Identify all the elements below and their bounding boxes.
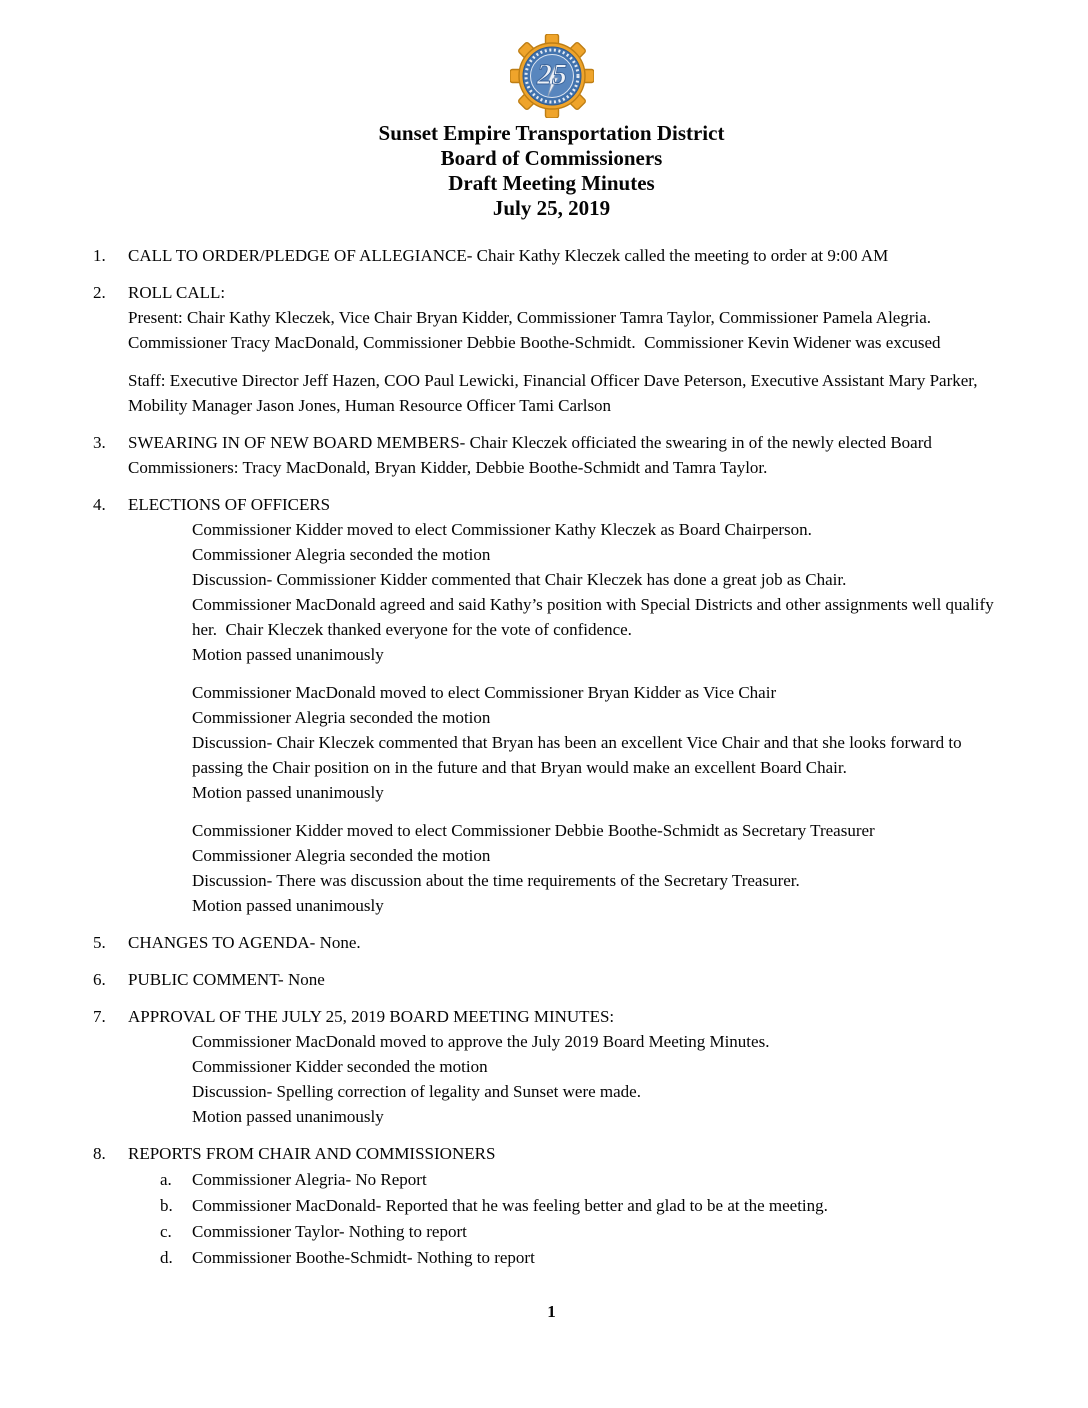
paragraph: Motion passed unanimously xyxy=(192,783,384,802)
item-title-text: REPORTS FROM CHAIR AND COMMISSIONERS xyxy=(128,1144,496,1163)
subitem-text: Commissioner MacDonald- Reported that he was feeling better and glad to be at the meeting. xyxy=(192,1196,828,1215)
paragraph: Commissioner Kidder moved to elect Commissioner Debbie Boothe-Schmidt as Secretary Treasurer xyxy=(192,821,875,840)
item-number: 5. xyxy=(93,933,106,952)
item-number: 4. xyxy=(93,495,106,514)
agenda-item-2 xyxy=(93,280,1010,418)
subitem-letter: b. xyxy=(160,1196,173,1215)
paragraph: Commissioner Alegria seconded the motion xyxy=(192,846,491,865)
agenda-list xyxy=(93,243,1010,1271)
agenda-item-4 xyxy=(93,492,1010,918)
item-title-text: PUBLIC COMMENT- None xyxy=(128,970,325,989)
subitem-letter: c. xyxy=(160,1222,172,1241)
paragraph: Discussion- Chair Kleczek commented that Bryan has been an excellent Vice Chair and that she looks forward to passing the Chair position on in the future and that Bryan would make an excellent Board Chair. xyxy=(192,733,966,777)
paragraph: Commissioner MacDonald moved to approve the July 2019 Board Meeting Minutes. xyxy=(192,1032,770,1051)
lettered-item xyxy=(128,1193,1010,1219)
paragraph: Motion passed unanimously xyxy=(192,896,384,915)
paragraph-group xyxy=(128,305,1010,355)
document-date: July 25, 2019 xyxy=(492,196,611,220)
paragraph: Commissioner MacDonald moved to elect Commissioner Bryan Kidder as Vice Chair xyxy=(192,683,777,702)
item-number: 1. xyxy=(93,246,106,265)
paragraph: Discussion- Commissioner Kidder commented that Chair Kleczek has done a great job as Chair. xyxy=(192,570,847,589)
item-paragraphs xyxy=(192,517,1010,918)
item-body xyxy=(128,1141,1010,1271)
paragraph-group xyxy=(128,368,1010,418)
district-25th-anniversary-logo-icon xyxy=(510,34,594,118)
item-title-text: ROLL CALL: xyxy=(128,283,226,302)
page-footer xyxy=(93,1299,1010,1324)
paragraph: Commissioner Alegria seconded the motion xyxy=(192,708,491,727)
paragraph-group xyxy=(192,680,1010,805)
item-number: 6. xyxy=(93,970,106,989)
paragraph-group xyxy=(192,517,1010,667)
item-body xyxy=(128,1004,1010,1129)
paragraph: Motion passed unanimously xyxy=(192,1107,384,1126)
paragraph: Staff: Executive Director Jeff Hazen, COO Paul Lewicki, Financial Officer Dave Peterson, Executive Assistant Mary Parker, Mobility Manager Jason Jones, Human Resource Officer Tami Carlson xyxy=(128,371,982,415)
item-number: 2. xyxy=(93,283,106,302)
item-title-text: CALL TO ORDER/PLEDGE OF ALLEGIANCE- Chair Kathy Kleczek called the meeting to order at 9:00 AM xyxy=(128,246,889,265)
paragraph: Discussion- Spelling correction of legality and Sunset were made. xyxy=(192,1082,641,1101)
item-body xyxy=(128,967,1010,992)
agenda-item-7 xyxy=(93,1004,1010,1129)
item-paragraphs xyxy=(128,305,1010,418)
subitem-text: Commissioner Taylor- Nothing to report xyxy=(192,1222,467,1241)
subitem-letter: d. xyxy=(160,1248,173,1267)
paragraph: Commissioner MacDonald agreed and said Kathy’s position with Special Districts and other assignments well qualify her. Chair Kleczek thanked everyone for the vote of confidence. xyxy=(192,595,998,639)
item-number: 3. xyxy=(93,433,106,452)
title-block xyxy=(93,121,1010,221)
logo-container xyxy=(93,34,1010,118)
agenda-item-5 xyxy=(93,930,1010,955)
subitem-text: Commissioner Boothe-Schmidt- Nothing to report xyxy=(192,1248,535,1267)
item-paragraphs xyxy=(192,1029,1010,1129)
item-number: 7. xyxy=(93,1007,106,1026)
logo-25-text: 25 xyxy=(536,58,567,91)
item-title-text: ELECTIONS OF OFFICERS xyxy=(128,495,331,514)
item-number: 8. xyxy=(93,1144,106,1163)
lettered-item xyxy=(128,1219,1010,1245)
subitem-text: Commissioner Alegria- No Report xyxy=(192,1170,427,1189)
lettered-list xyxy=(128,1167,1010,1271)
paragraph: Commissioner Kidder moved to elect Commissioner Kathy Kleczek as Board Chairperson. xyxy=(192,520,812,539)
document-subtitle-minutes: Draft Meeting Minutes xyxy=(448,171,655,195)
item-title-text: APPROVAL OF THE JULY 25, 2019 BOARD MEETING MINUTES: xyxy=(128,1007,615,1026)
document-title: Sunset Empire Transportation District xyxy=(378,121,725,145)
agenda-item-3 xyxy=(93,430,1010,480)
paragraph: Commissioner Alegria seconded the motion xyxy=(192,545,491,564)
item-body xyxy=(128,280,1010,418)
agenda-item-8 xyxy=(93,1141,1010,1271)
item-body xyxy=(128,243,1010,268)
paragraph-group xyxy=(192,818,1010,918)
paragraph: Discussion- There was discussion about the time requirements of the Secretary Treasurer. xyxy=(192,871,800,890)
paragraph-group xyxy=(192,1029,1010,1129)
page-number: 1 xyxy=(547,1302,556,1321)
agenda-item-6 xyxy=(93,967,1010,992)
lettered-item xyxy=(128,1245,1010,1271)
item-body xyxy=(128,430,1010,480)
lettered-item xyxy=(128,1167,1010,1193)
item-body xyxy=(128,930,1010,955)
document-header xyxy=(93,34,1010,221)
subitem-letter: a. xyxy=(160,1170,172,1189)
paragraph: Commissioner Kidder seconded the motion xyxy=(192,1057,488,1076)
paragraph: Present: Chair Kathy Kleczek, Vice Chair Bryan Kidder, Commissioner Tamra Taylor, Commissioner Pamela Alegria. Commissioner Tracy MacDonald, Commissioner Debbie Boothe-Schmidt. Commissioner Kevin Widener was excused xyxy=(128,308,941,352)
paragraph: Motion passed unanimously xyxy=(192,645,384,664)
agenda-item-1 xyxy=(93,243,1010,268)
document-subtitle-board: Board of Commissioners xyxy=(440,146,663,170)
item-body xyxy=(128,492,1010,918)
item-title-text: SWEARING IN OF NEW BOARD MEMBERS- Chair Kleczek officiated the swearing in of the newly elected Board Commissioners: Tracy MacDonald, Bryan Kidder, Debbie Boothe-Schmidt and Tamra Taylor. xyxy=(128,433,937,477)
item-title-text: CHANGES TO AGENDA- None. xyxy=(128,933,361,952)
